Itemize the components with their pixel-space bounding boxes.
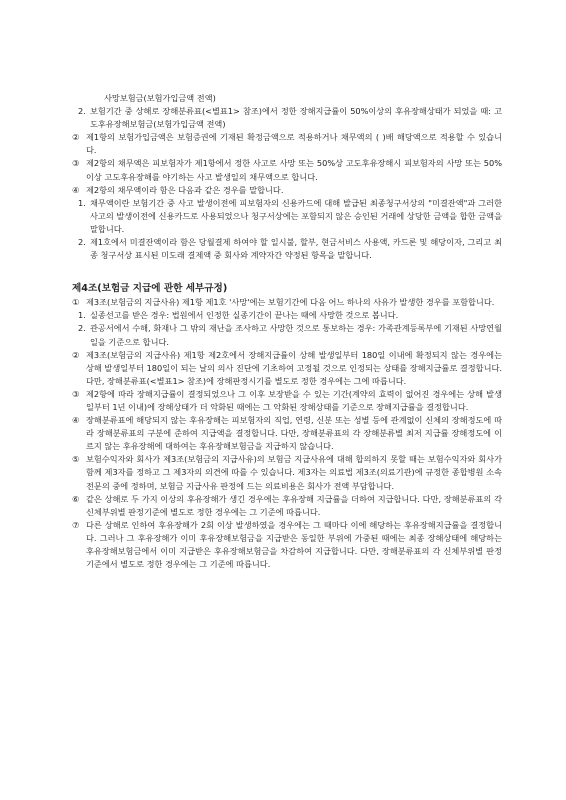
paragraph-marker: ② [72,132,80,143]
list-text: 채무액이란 보험기간 중 사고 발생이전에 피보험자의 신용카드에 대해 발급된 최종청구서상의 "미결잔액"과 그러한 사고의 발생이전에 신용카드로 사용되었으나 청구서상에는 포함되지 않은 승인된 거래에 상당한 금액을 합한 금액을 말합니다. [90,197,502,234]
paragraph-text: 제2항의 채무액은 피보험자가 제1항에서 정한 사고로 사망 또는 50%상 고도후유장해시 피보험자의 사망 또는 50%이상 고도후유장해를 야기하는 사고 발생일의 채무액으로 합니다. [86,158,502,182]
art4-paragraph-3 [72,388,502,414]
paragraph-marker: ① [72,297,80,308]
list-text: 실종선고를 받은 경우: 법원에서 인정한 실종기간이 끝나는 때에 사망한 것으로 봅니다. [90,310,399,321]
art4-paragraph-5 [72,453,502,492]
paragraph-marker: ⑦ [72,519,80,530]
art3-paragraph-4 [72,184,502,197]
art3-paragraph-3 [72,157,502,183]
list-marker: 2. [78,106,86,117]
paragraph-text: 제2항의 채무액이라 함은 다음과 같은 경우를 말합니다. [86,184,284,195]
article-4-title: 제4조(보험금 지급에 관한 세부규정) [72,283,228,295]
document-page [72,92,502,571]
paragraph-text: 제1항의 보험가입금액은 보험증권에 기재된 확정금액으로 적용하거나 채무액의 ( )배 해당액으로 적용할 수 있습니다. [86,132,502,156]
paragraph-marker: ④ [72,415,80,426]
list-text: 보험기간 중 상해로 장해분류표(<별표1> 참조)에서 정한 장해지급률이 50%이상의 후유장해상태가 되었을 때: 고도후유장해보험금(보험가입금액 전액) [90,106,502,130]
paragraph-marker: ③ [72,388,80,399]
list-marker: 2. [78,323,86,334]
paragraph-text: 보험수익자와 회사가 제3조(보험금의 지급사유)의 보험금 지급사유에 대해 합의하지 못할 때는 보험수익자와 회사가 함께 제3자를 정하고 그 제3자의 의견에 따를 수 있습니다. 제3자는 의료법 제3조(의료기관)에 규정한 종합병원 소속 전문의 중에 정하며, 보험금 지급사유 판정에 드는 의료비용은 회사가 전액 부담합니다. [86,454,502,491]
paragraph-marker: ⑥ [72,493,80,504]
item1-continuation: 사망보험금(보험가입금액 전액) [104,93,216,103]
art3-subitem-2 [72,236,502,262]
list-marker: 1. [78,310,86,321]
paragraph-text: 제3조(보험금의 지급사유) 제1항 제2호에서 장해지급률이 상해 발생일부터 180일 이내에 확정되지 않는 경우에는 상해 발생일부터 180일이 되는 날의 의사 진단에 기초하여 고정될 것으로 인정되는 상태를 장해지급률로 결정합니다. 다만, 장해분류표(<별표1> 참조)에 장해판정시기를 별도로 정한 경우에는 그에 따릅니다. [86,349,502,386]
list-item-2 [72,105,502,131]
art4-paragraph-4 [72,414,502,453]
paragraph-marker: ② [72,349,80,360]
art4-subitem-2 [72,322,502,348]
art3-subitem-1 [72,197,502,236]
art4-subitem-1 [72,309,502,322]
paragraph-text: 같은 상해로 두 가지 이상의 후유장해가 생긴 경우에는 후유장해 지급률을 더하여 지급합니다. 다만, 장해분류표의 각 신체부위별 판정기준에 별도로 정한 경우에는 그 기준에 따릅니다. [86,493,502,517]
paragraph-text: 다른 상해로 인하여 후유장해가 2회 이상 발생하였을 경우에는 그 때마다 이에 해당하는 후유장해지급률을 결정합니다. 그러나 그 후유장해가 이미 후유장해보험금을 지급받은 동일한 부위에 가중된 때에는 최종 장해상태에 해당하는 후유장해보험금에서 이미 지급받은 후유장해보험금을 차감하여 지급합니다. 다만, 장해분류표의 각 신체부위별 판정기준에서 별도로 정한 경우에는 그 기준에 따릅니다. [86,519,502,570]
list-marker: 1. [78,197,86,208]
paragraph-marker: ⑤ [72,454,80,465]
paragraph-text: 장해분류표에 해당되지 않는 후유장해는 피보험자의 직업, 연령, 신분 또는 성별 등에 관계없이 신체의 장해정도에 따라 장해분류표의 구분에 준하여 지급액을 결정합니다. 다만, 장해분류표의 각 장해분류별 최저 지급률 장해정도에 이르지 않는 후유장해에 대하여는 후유장해보험금을 지급하지 않습니다. [86,415,502,452]
art4-paragraph-6 [72,493,502,519]
list-text: 제1호에서 미결잔액이라 함은 당월결제 하여야 할 일시불, 할부, 현금서비스 사용액, 카드론 및 해당이자, 그리고 최종 청구서상 표시된 미도래 결제액 중 회사와 계약자간 약정된 항목을 말합니다. [90,237,502,261]
paragraph-text: 제2항에 따라 장해지급률이 결정되었으나 그 이후 보장받을 수 있는 기간(계약의 효력이 없어진 경우에는 상해 발생일부터 1년 이내)에 장해상태가 더 악화된 때에는 그 악화된 장해상태를 기준으로 장해지급률을 결정합니다. [86,388,502,412]
art3-paragraph-2 [72,131,502,157]
list-text: 관공서에서 수해, 화재나 그 밖의 재난을 조사하고 사망한 것으로 통보하는 경우: 가족관계등록부에 기재된 사망연월일을 기준으로 합니다. [90,323,502,347]
art4-paragraph-2 [72,349,502,388]
art4-paragraph-1 [72,296,502,309]
paragraph-marker: ④ [72,184,80,195]
paragraph-text: 제3조(보험금의 지급사유) 제1항 제1호 '사망'에는 보험기간에 다음 어느 하나의 사유가 발생한 경우를 포함합니다. [86,297,495,308]
paragraph-marker: ③ [72,158,80,169]
list-marker: 2. [78,237,86,248]
art4-paragraph-7 [72,519,502,571]
